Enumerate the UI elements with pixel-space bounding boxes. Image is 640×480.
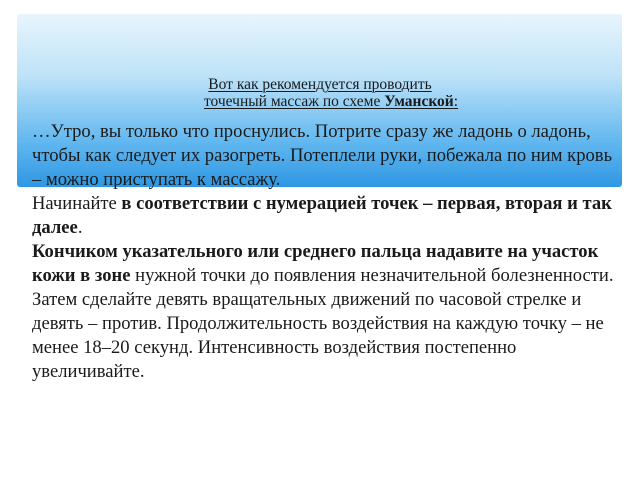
paragraph-start-bold: в соответствии с нумерацией точек – первая, вторая и так далее (32, 193, 612, 238)
paragraph-technique-bold: Кончиком указательного или среднего пальца надавите на участок кожи в зоне (32, 241, 599, 286)
title-author-name: Уманской (384, 93, 454, 110)
paragraph-technique (32, 240, 614, 384)
paragraph-start-suffix: . (77, 217, 83, 238)
title-line-1: Вот как рекомендуется проводить (208, 76, 432, 93)
paragraph-intro: …Утро, вы только что проснулись. Потрите сразу же ладонь о ладонь, чтобы как следует их разогреть. Потеплели руки, побежала по ним кровь – можно приступать к массажу. (32, 121, 613, 190)
paragraph-technique-rest: нужной точки до появления незначительной болезненности. Затем сделайте девять вращательных движений по часовой стрелке и девять – против. Продолжительность воздействия на каждую точку – не менее 18–20 секунд. Интенсивность воздействия постепенно увеличивайте. (32, 265, 614, 382)
title-line-2 (0, 93, 640, 110)
paragraph-start-prefix: Начинайте (32, 193, 122, 214)
body-text (32, 120, 614, 384)
title-line-2-suffix: : (453, 93, 459, 110)
slide-title (0, 76, 640, 110)
title-line-2-prefix: точечный массаж по схеме (203, 93, 385, 110)
paragraph-start (32, 192, 614, 240)
